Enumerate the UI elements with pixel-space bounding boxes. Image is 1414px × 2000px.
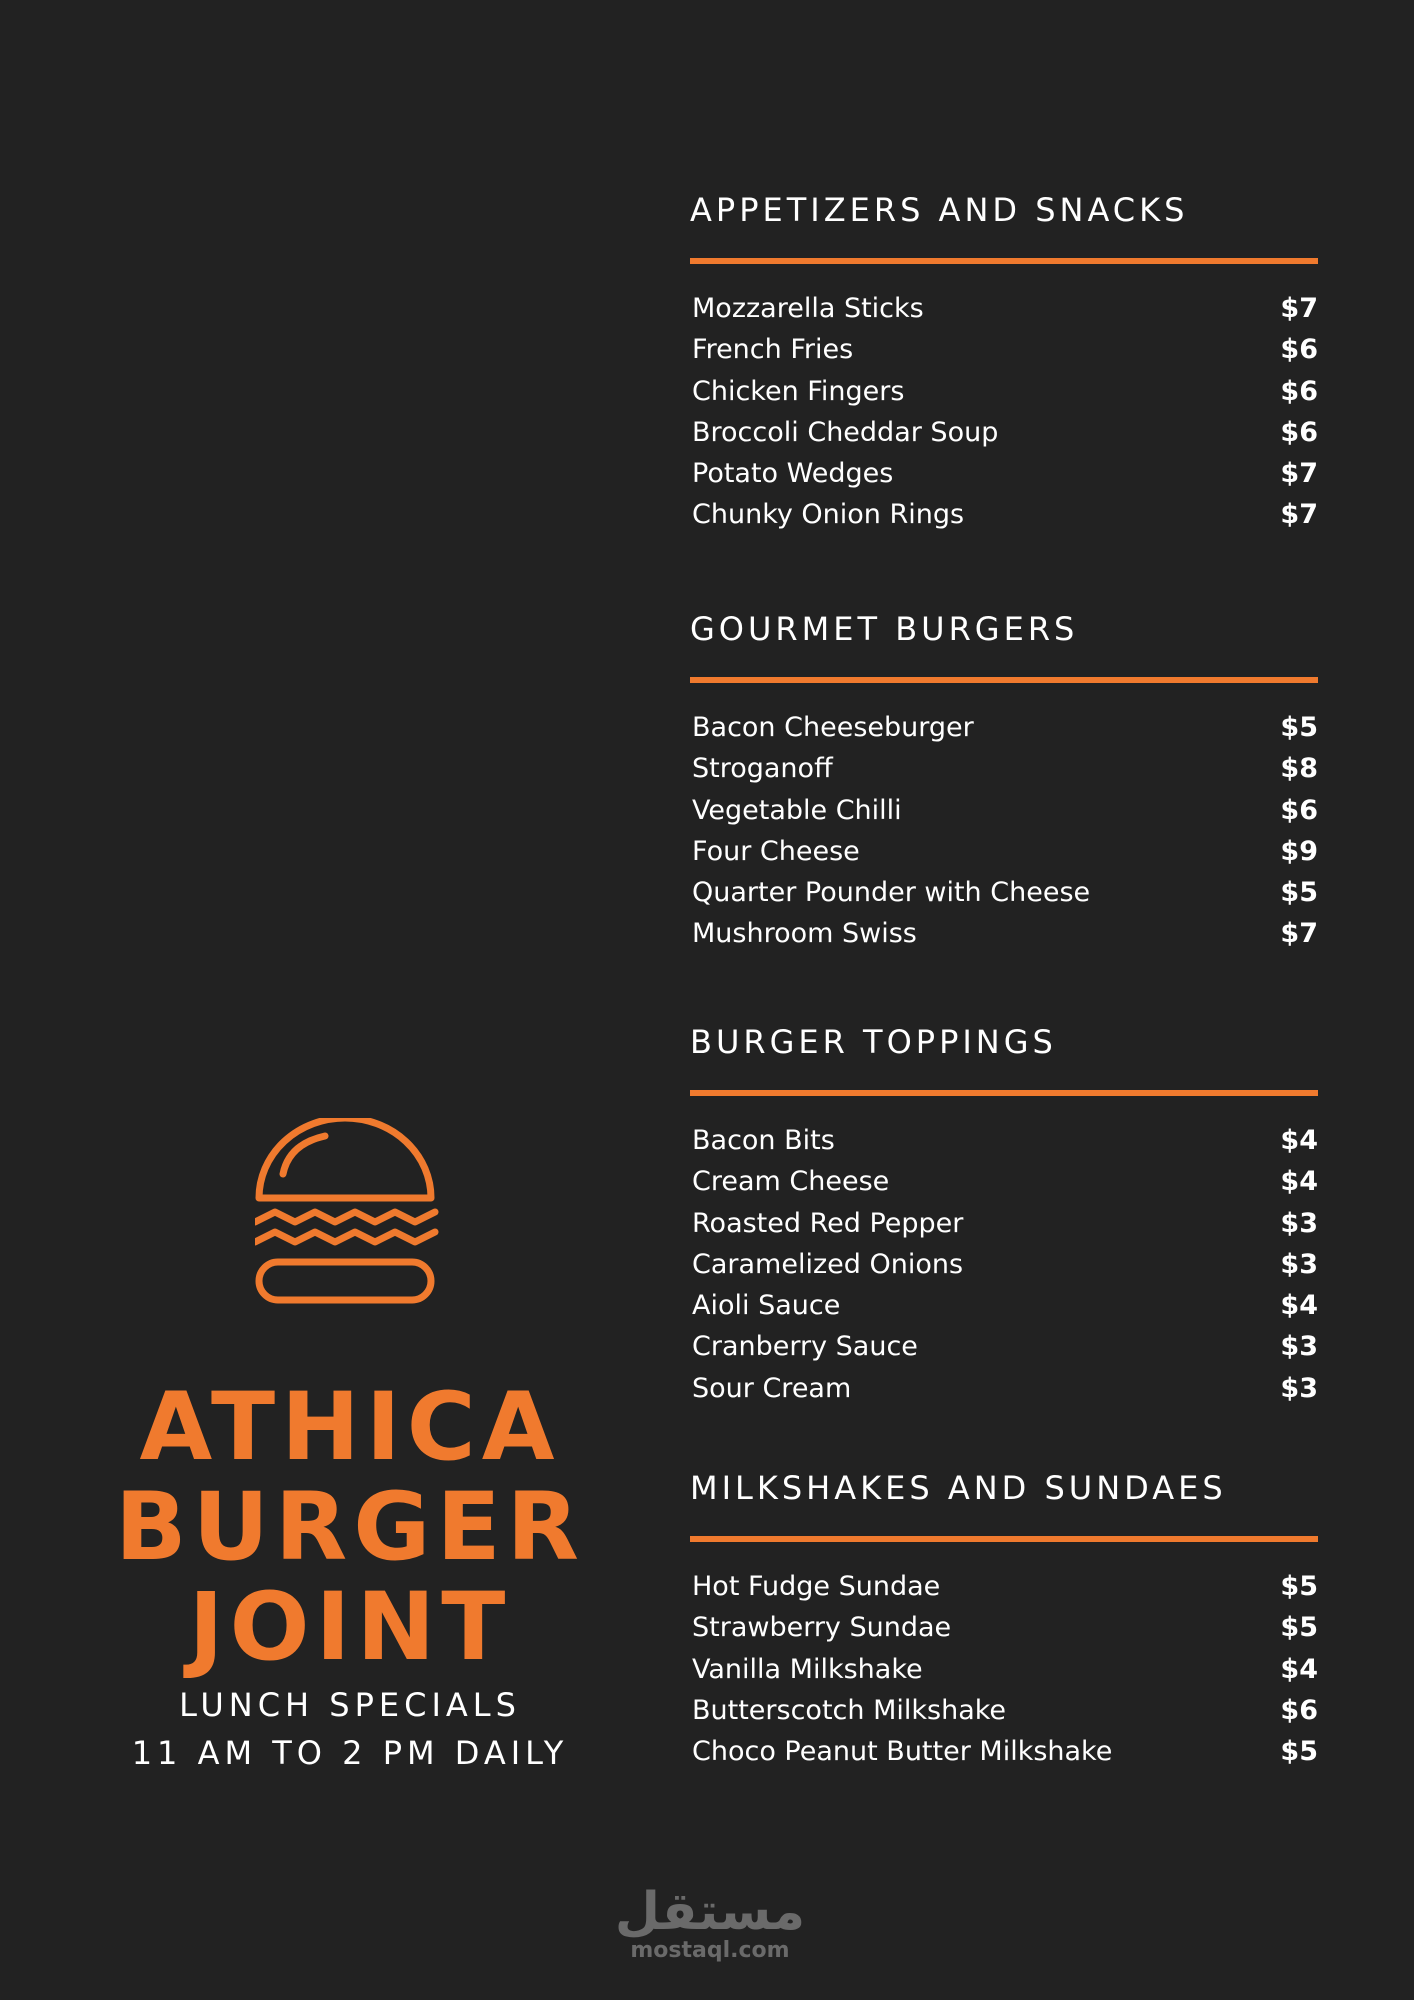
item-price: $5 — [1280, 1736, 1318, 1768]
item-list — [692, 707, 1318, 955]
brand-name-line-2: BURGER — [114, 1473, 586, 1582]
item-price: $6 — [1280, 1694, 1318, 1726]
menu-item — [692, 371, 1318, 412]
item-price: $6 — [1280, 794, 1318, 826]
item-list — [692, 288, 1318, 536]
watermark — [600, 1882, 820, 1964]
item-name: Four Cheese — [692, 835, 860, 867]
menu-section-appetizers — [690, 190, 1318, 531]
menu-item — [692, 1607, 1318, 1648]
item-name: Mozzarella Sticks — [692, 293, 924, 324]
item-price: $6 — [1280, 416, 1318, 448]
section-title: APPETIZERS AND SNACKS — [690, 191, 1189, 229]
item-price: $3 — [1280, 1372, 1318, 1404]
item-name: Choco Peanut Butter Milkshake — [692, 1736, 1113, 1768]
menu-item — [692, 412, 1318, 453]
item-price: $5 — [1280, 1571, 1318, 1602]
tagline: LUNCH SPECIALS — [179, 1686, 521, 1724]
section-divider — [690, 258, 1318, 264]
item-name: Bacon Bits — [692, 1125, 835, 1156]
menu-item — [692, 872, 1318, 913]
item-name: Bacon Cheeseburger — [692, 712, 974, 743]
item-price: $5 — [1280, 712, 1318, 743]
menu-item — [692, 1244, 1318, 1285]
item-list — [692, 1120, 1318, 1409]
item-price: $4 — [1280, 1653, 1318, 1685]
item-name: Vanilla Milkshake — [692, 1653, 923, 1685]
item-price: $4 — [1280, 1290, 1318, 1322]
item-price: $3 — [1280, 1331, 1318, 1363]
item-name: Vegetable Chilli — [692, 794, 902, 826]
item-list — [692, 1566, 1318, 1772]
menu-item — [692, 494, 1318, 535]
item-price: $5 — [1280, 1612, 1318, 1644]
brand-name-line-1: ATHICA — [139, 1373, 561, 1482]
menu-item — [692, 1285, 1318, 1326]
watermark-url: mostaql.com — [630, 1938, 790, 1963]
item-name: Chicken Fingers — [692, 375, 905, 407]
item-name: Butterscotch Milkshake — [692, 1694, 1007, 1726]
item-price: $7 — [1280, 458, 1318, 490]
item-price: $4 — [1280, 1166, 1318, 1198]
menu-item — [692, 1326, 1318, 1367]
section-title: GOURMET BURGERS — [690, 610, 1079, 648]
menu-item — [692, 1203, 1318, 1244]
menu-item — [692, 1731, 1318, 1772]
item-name: Cranberry Sauce — [692, 1331, 918, 1363]
menu-item — [692, 329, 1318, 370]
section-divider — [690, 1536, 1318, 1542]
item-price: $7 — [1280, 499, 1318, 531]
section-divider — [690, 1090, 1318, 1096]
menu-item — [692, 1161, 1318, 1202]
section-title: BURGER TOPPINGS — [690, 1023, 1057, 1061]
item-price: $5 — [1280, 877, 1318, 909]
menu-item — [692, 913, 1318, 954]
section-divider — [690, 677, 1318, 683]
menu-section-burgers — [690, 609, 1318, 950]
menu-item — [692, 748, 1318, 789]
item-name: Mushroom Swiss — [692, 918, 917, 950]
item-name: Caramelized Onions — [692, 1248, 964, 1280]
item-price: $6 — [1280, 334, 1318, 366]
menu-section-milkshakes — [690, 1468, 1318, 1768]
menu-item — [692, 1649, 1318, 1690]
menu-item — [692, 1690, 1318, 1731]
burger-icon — [255, 1118, 445, 1308]
menu-item — [692, 831, 1318, 872]
item-name: Aioli Sauce — [692, 1290, 841, 1322]
item-price: $8 — [1280, 753, 1318, 785]
item-name: French Fries — [692, 334, 854, 366]
item-name: Roasted Red Pepper — [692, 1207, 964, 1239]
item-name: Stroganoff — [692, 753, 833, 785]
menu-section-toppings — [690, 1022, 1318, 1404]
item-price: $3 — [1280, 1248, 1318, 1280]
section-title: MILKSHAKES AND SUNDAES — [690, 1469, 1227, 1507]
item-name: Hot Fudge Sundae — [692, 1571, 941, 1602]
item-name: Broccoli Cheddar Soup — [692, 416, 999, 448]
item-name: Chunky Onion Rings — [692, 499, 965, 531]
menu-item — [692, 453, 1318, 494]
item-price: $9 — [1280, 835, 1318, 867]
item-price: $3 — [1280, 1207, 1318, 1239]
item-name: Quarter Pounder with Cheese — [692, 877, 1091, 909]
item-name: Cream Cheese — [692, 1166, 890, 1198]
menu-item — [692, 1368, 1318, 1409]
brand-name-line-3: JOINT — [188, 1573, 512, 1682]
item-price: $7 — [1280, 918, 1318, 950]
item-price: $6 — [1280, 375, 1318, 407]
menu-item — [692, 707, 1318, 748]
menu-item — [692, 790, 1318, 831]
menu-item — [692, 1120, 1318, 1161]
item-price: $7 — [1280, 293, 1318, 324]
watermark-logo: مستقل — [614, 1882, 806, 1942]
item-name: Strawberry Sundae — [692, 1612, 952, 1644]
item-name: Sour Cream — [692, 1372, 852, 1404]
menu-item — [692, 1566, 1318, 1607]
item-name: Potato Wedges — [692, 458, 894, 490]
hours: 11 AM TO 2 PM DAILY — [131, 1734, 569, 1772]
item-price: $4 — [1280, 1125, 1318, 1156]
menu-item — [692, 288, 1318, 329]
